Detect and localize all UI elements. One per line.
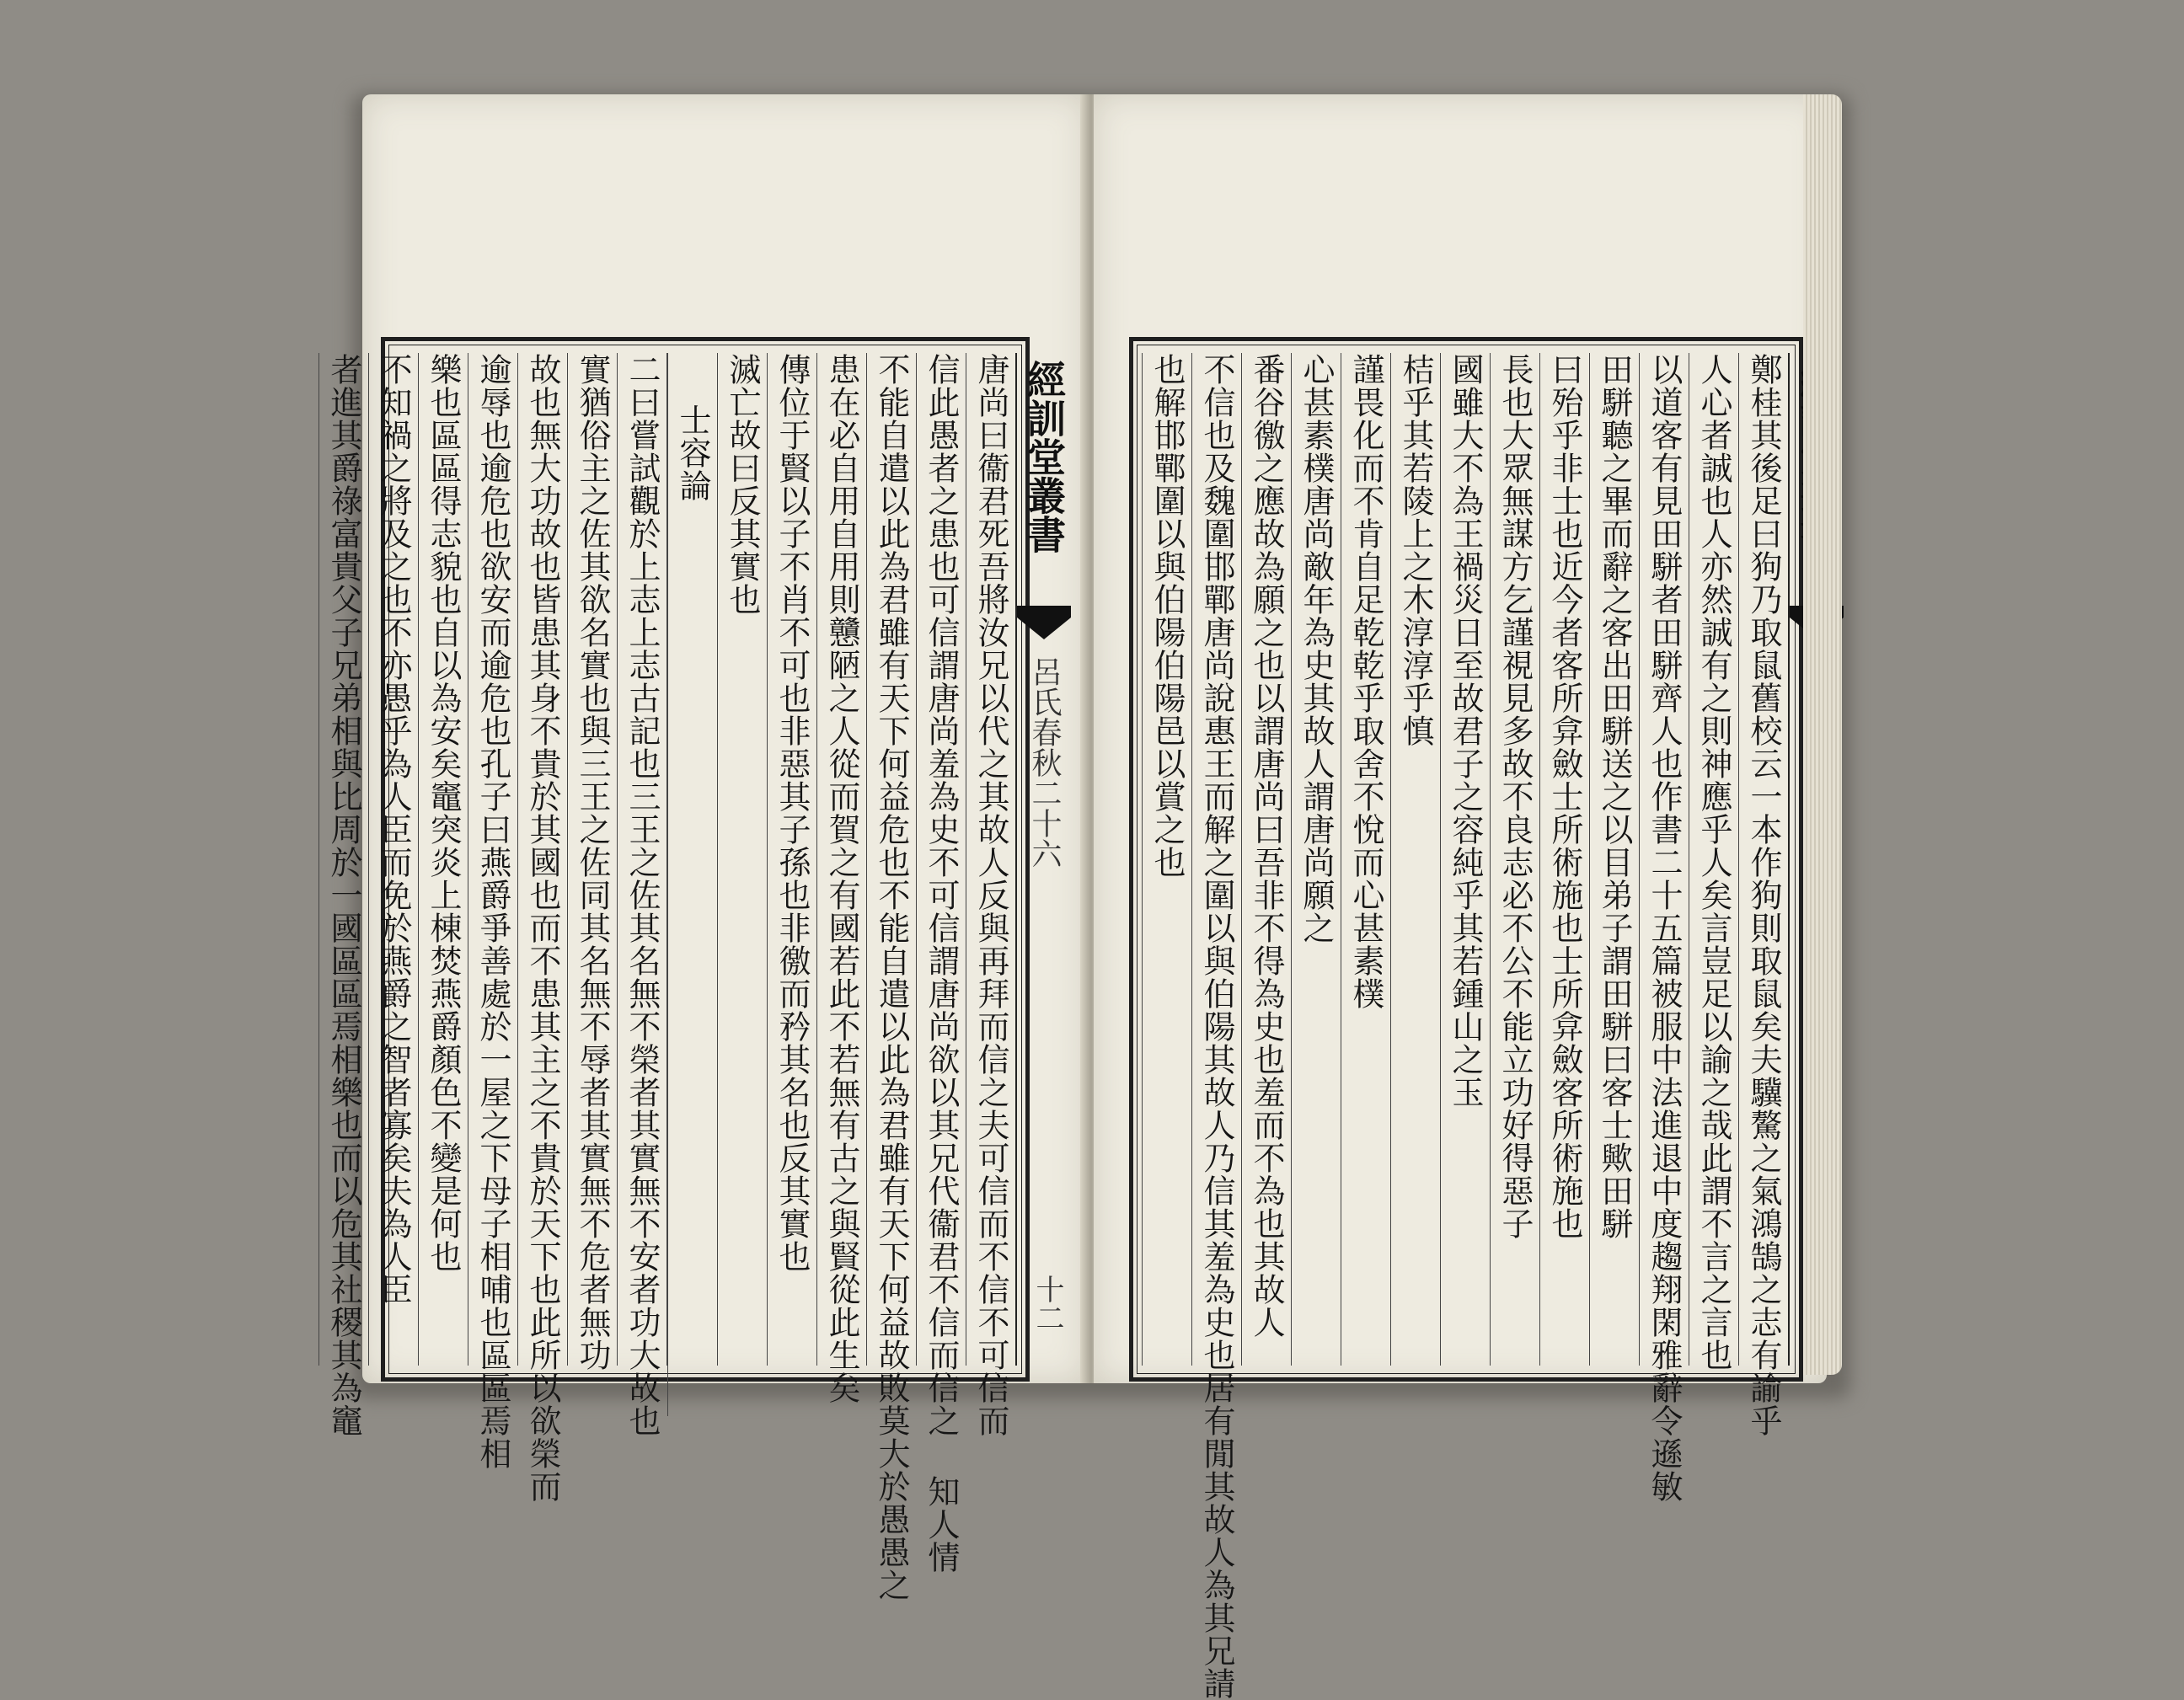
text-column: 二曰嘗試觀於上志上志古記也三王之佐其名無不榮者其實無不安者功大故也	[617, 353, 666, 1366]
text-column: 傳位于賢以子不肖不可也非惡其子孫也非徼而矜其名也反其實也	[767, 353, 816, 1366]
text-column: 鄭桂其後足曰狗乃取鼠舊校云一本作狗則取鼠矣夫驥驁之氣鴻鵠之志有諭乎	[1738, 353, 1788, 1366]
text-column: 實猶俗主之佐其欲名實也與三王之佐同其名無不辱者其實無不危者無功	[567, 353, 617, 1366]
text-column: 故也無大功故也皆患其身不貴於其國也而不患其主之不貴於天下也此所以欲榮而	[517, 353, 567, 1366]
text-column: 田駢聽之畢而辭之客出田駢送之以目弟子謂田駢曰客士歟田駢	[1589, 353, 1639, 1366]
text-column: 以道客有見田駢者田駢齊人也作書二十五篇被服中法進退中度趨翔閑雅辭令遜敏	[1639, 353, 1689, 1366]
text-column: 桔乎其若陵上之木淳淳乎慎	[1390, 353, 1440, 1366]
left-banner-title: 經訓堂叢書	[1021, 360, 1067, 553]
text-column: 長也大眾無謀方乞謹視見多故不良志必不公不能立功好得惡子	[1490, 353, 1539, 1366]
left-text-frame	[325, 337, 1067, 1601]
right-page	[1094, 94, 1827, 1700]
fish-tail-icon	[1017, 606, 1071, 639]
left-page-number: 十二	[1030, 1275, 1064, 1332]
text-column: 唐尚曰衞君死吾將汝兄以代之其故人反與再拜而信之夫可信而不信不可信而	[966, 353, 1015, 1366]
text-column: 曰殆乎非士也近今者客所弇斂士所術施也士所弇斂客所術施也	[1539, 353, 1589, 1366]
text-column: 謹畏化而不肯自足乾乾乎取舍不悅而心甚素樸	[1341, 353, 1390, 1366]
text-column: 不知禍之將及之也不亦愚乎為人臣而免於燕爵之智者寡矣夫為人臣	[368, 353, 418, 1366]
left-banner	[1015, 353, 1067, 1366]
right-text-columns	[1142, 353, 1791, 1700]
right-banner	[1788, 353, 1791, 1366]
left-banner-subtitle: 呂氏春秋二十六	[1027, 656, 1062, 869]
text-column: 者進其爵祿富貴父子兄弟相與比周於一國區區焉相樂也而以危其社稷其為竈	[318, 353, 368, 1366]
text-column: 信此愚者之患也可信謂唐尚羞為史不可信謂唐尚欲以其兄代衞君不信而信之 知人情	[916, 353, 966, 1366]
text-column: 人心者誠也人亦然誠有之則神應乎人矣言豈足以諭之哉此謂不言之言也	[1689, 353, 1738, 1366]
text-column: 逾辱也逾危也欲安而逾危也孔子曰燕爵爭善處於一屋之下母子相哺也區區焉相	[468, 353, 517, 1366]
left-text-columns	[325, 353, 1067, 1601]
text-column: 也解邯鄲圍以與伯陽伯陽邑以賞之也	[1142, 353, 1191, 1366]
section-title: 士容論	[667, 353, 717, 1416]
text-column: 不信也及魏圍邯鄲唐尚說惠王而解之圍以與伯陽其故人乃信其羞為史也居有閒其故人為其兄請	[1191, 353, 1241, 1366]
text-column: 滅亡故曰反其實也	[717, 353, 767, 1366]
left-page	[325, 94, 1087, 1601]
text-column: 番谷徼之應故為願之也以謂唐尚曰吾非不得為史也羞而不為也其故人	[1241, 353, 1291, 1366]
text-column: 心甚素樸唐尚敵年為史其故人謂唐尚願之	[1291, 353, 1341, 1366]
right-text-frame	[1129, 337, 1803, 1700]
text-column: 國雖大不為王禍災日至故君子之容純乎其若鍾山之玉	[1440, 353, 1490, 1366]
text-column: 不能自遣以此為君雖有天下何益危也不能自遣以此為君雖有天下何益故敗莫大於愚愚之	[866, 353, 916, 1366]
page-edges	[1803, 94, 1842, 1375]
text-column: 患在必自用自用則戇陋之人從而賀之有國若此不若無有古之與賢從此生矣	[816, 353, 866, 1366]
text-column: 樂也區區得志貌也自以為安矣竈突炎上棟焚燕爵顏色不變是何也	[418, 353, 468, 1366]
